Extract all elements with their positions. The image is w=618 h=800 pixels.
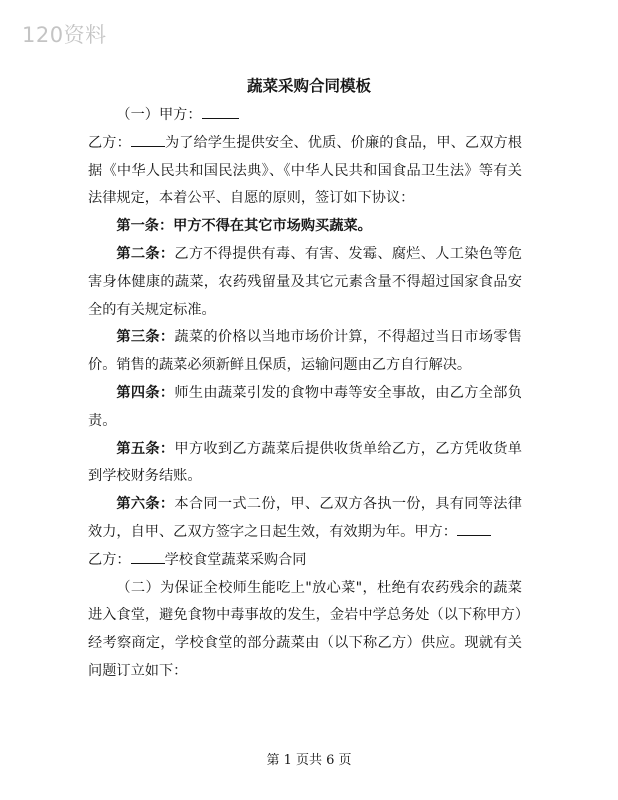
article-2-text: 乙方不得提供有毒、有害、发霉、腐烂、人工染色等危害身体健康的蔬菜，农药残留量及其它元素含量不得超过国家食品安全的有关规定标准。 bbox=[88, 245, 522, 318]
article-2-label: 第二条： bbox=[116, 245, 175, 262]
party-b-sign-blank bbox=[131, 547, 165, 564]
party-b-blank bbox=[131, 130, 165, 147]
party-a-label: （一）甲方： bbox=[116, 107, 202, 123]
article-1 bbox=[88, 213, 522, 241]
document-title: 蔬菜采购合同模板 bbox=[246, 77, 371, 95]
page-footer: 第 1 页共 6 页 bbox=[266, 753, 352, 768]
closing-party-b-label: 乙方： bbox=[88, 551, 131, 568]
article-4-label: 第四条： bbox=[116, 384, 175, 401]
document-body bbox=[88, 102, 522, 686]
article-6 bbox=[88, 491, 522, 547]
intro-text: 为了给学生提供安全、优质、价廉的食品，甲、乙双方根据《中华人民共和国民法典》、《中华人民共和国食品卫生法》等有关法律规定，本着公平、自愿的原则，签订如下协议： bbox=[88, 134, 522, 207]
watermark: 120资料 bbox=[22, 23, 107, 47]
article-5 bbox=[88, 436, 522, 492]
article-6-text: 本合同一式二份，甲、乙双方各执一份，具有同等法律效力，自甲、乙双方签字之日起生效，有效期为年。甲方： bbox=[88, 496, 522, 540]
closing-subtitle: 学校食堂蔬菜采购合同 bbox=[164, 551, 307, 568]
article-6-label: 第六条： bbox=[116, 496, 175, 513]
party-a-sign-blank bbox=[457, 519, 491, 536]
article-4 bbox=[88, 380, 522, 436]
party-a-line bbox=[88, 102, 522, 130]
article-4-text: 师生由蔬菜引发的食物中毒等安全事故，由乙方全部负责。 bbox=[88, 384, 522, 429]
article-1-text: 甲方不得在其它市场购买蔬菜。 bbox=[173, 218, 372, 235]
article-1-label: 第一条： bbox=[116, 218, 174, 235]
article-3 bbox=[88, 324, 522, 380]
article-2 bbox=[88, 241, 522, 324]
article-3-label: 第三条： bbox=[116, 329, 175, 346]
intro-paragraph bbox=[88, 130, 522, 213]
article-3-text: 蔬菜的价格以当地市场价计算，不得超过当日市场零售价。销售的蔬菜必须新鲜且保质，运输问题由乙方自行解决。 bbox=[88, 329, 522, 374]
part2-paragraph: （二）为保证全校师生能吃上"放心菜"，杜绝有农药残余的蔬菜进入食堂，避免食物中毒事故的发生，金岩中学总务处（以下称甲方）经考察商定，学校食堂的部分蔬菜由（以下称乙方）供应。现就有关问题订立如下： bbox=[88, 579, 522, 679]
article-5-label: 第五条： bbox=[116, 440, 175, 457]
party-a-blank bbox=[202, 102, 239, 119]
party-b-label: 乙方： bbox=[88, 134, 131, 151]
closing-line bbox=[88, 547, 522, 575]
article-5-text: 甲方收到乙方蔬菜后提供收货单给乙方，乙方凭收货单到学校财务结账。 bbox=[88, 440, 522, 485]
